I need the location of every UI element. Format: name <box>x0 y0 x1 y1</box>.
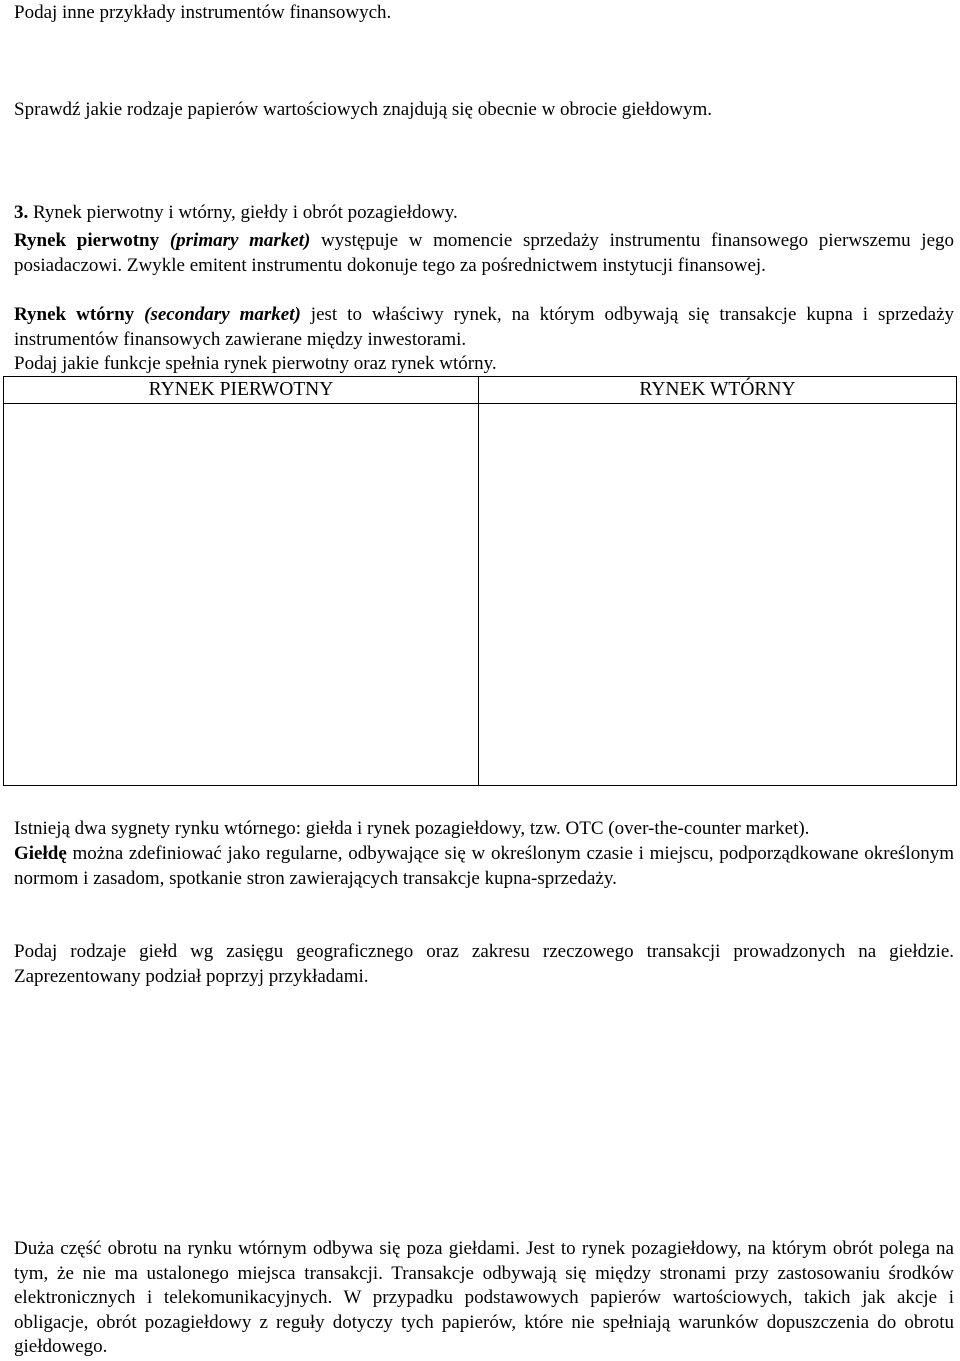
secondary-market-column <box>479 377 956 785</box>
secondary-market-term-en: (secondary market) <box>144 304 301 325</box>
question-instruments: Podaj inne przykłady instrumentów finansowych. <box>14 2 392 23</box>
primary-market-column <box>4 377 479 785</box>
secondary-market-term: Rynek wtórny <box>14 304 135 325</box>
section-title: Rynek pierwotny i wtórny, giełdy i obrót pozagiełdowy. <box>28 202 458 223</box>
section-heading <box>14 202 458 224</box>
primary-market-definition <box>14 229 954 278</box>
otc-market-description: Duża część obrotu na rynku wtórnym odbywa się poza giełdami. Jest to rynek pozagiełdowy, na którym obrót polega na tym, że nie ma ustalonego miejsca transakcji. Transakcje odbywają się między stronami przy zastosowaniu środków elektronicznych i telekomunikacyjnych. W przypadku podstawowych papierów wartościowych, takich jak akcje i obligacje, obrót pozagiełdowy z reguły dotyczy tych papierów, które nie spełniają warunków dopuszczenia do obrotu giełdowego. <box>14 1238 954 1357</box>
secondary-market-header: RYNEK WTÓRNY <box>479 377 956 404</box>
primary-market-answer-area[interactable] <box>4 405 478 785</box>
primary-market-term: Rynek pierwotny <box>14 230 160 251</box>
secondary-market-text: jest to właściwy rynek, na którym odbywają się transakcje kupna i sprzedaży instrumentów finansowych zawierane między inwestorami. <box>14 304 955 350</box>
question-securities: Sprawdź jakie rodzaje papierów wartościowych znajdują się obecnie w obrocie giełdowym. <box>14 99 712 120</box>
functions-table <box>3 376 957 786</box>
exchange-text: można zdefiniować jako regularne, odbywające się w określonym czasie i miejscu, podporządkowane określonym normom i zasadom, spotkanie stron zawierających transakcje kupna-sprzedaży. <box>14 843 954 889</box>
exchange-definition <box>14 842 954 891</box>
primary-market-term-en: (primary market) <box>169 230 311 251</box>
primary-market-header: RYNEK PIERWOTNY <box>4 377 478 404</box>
question-functions: Podaj jakie funkcje spełnia rynek pierwotny oraz rynek wtórny. <box>14 353 497 374</box>
exchange-term: Giełdę <box>14 843 67 864</box>
secondary-market-answer-area[interactable] <box>479 405 956 785</box>
secondary-market-definition <box>14 303 954 352</box>
primary-market-text: występuje w momencie sprzedaży instrumentu finansowego pierwszemu jego posiadaczowi. Zwykle emitent instrumentu dokonuje tego za pośrednictwem instytucji finansowej. <box>14 230 955 276</box>
question-exchange-types: Podaj rodzaje giełd wg zasięgu geograficznego oraz zakresu rzeczowego transakcji prowadzonych na giełdzie. Zaprezentowany podział poprzyj przykładami. <box>14 941 954 987</box>
section-number: 3. <box>14 202 29 223</box>
secondary-market-segments: Istnieją dwa sygnety rynku wtórnego: giełda i rynek pozagiełdowy, tzw. OTC (over-the-counter market). <box>14 818 810 839</box>
